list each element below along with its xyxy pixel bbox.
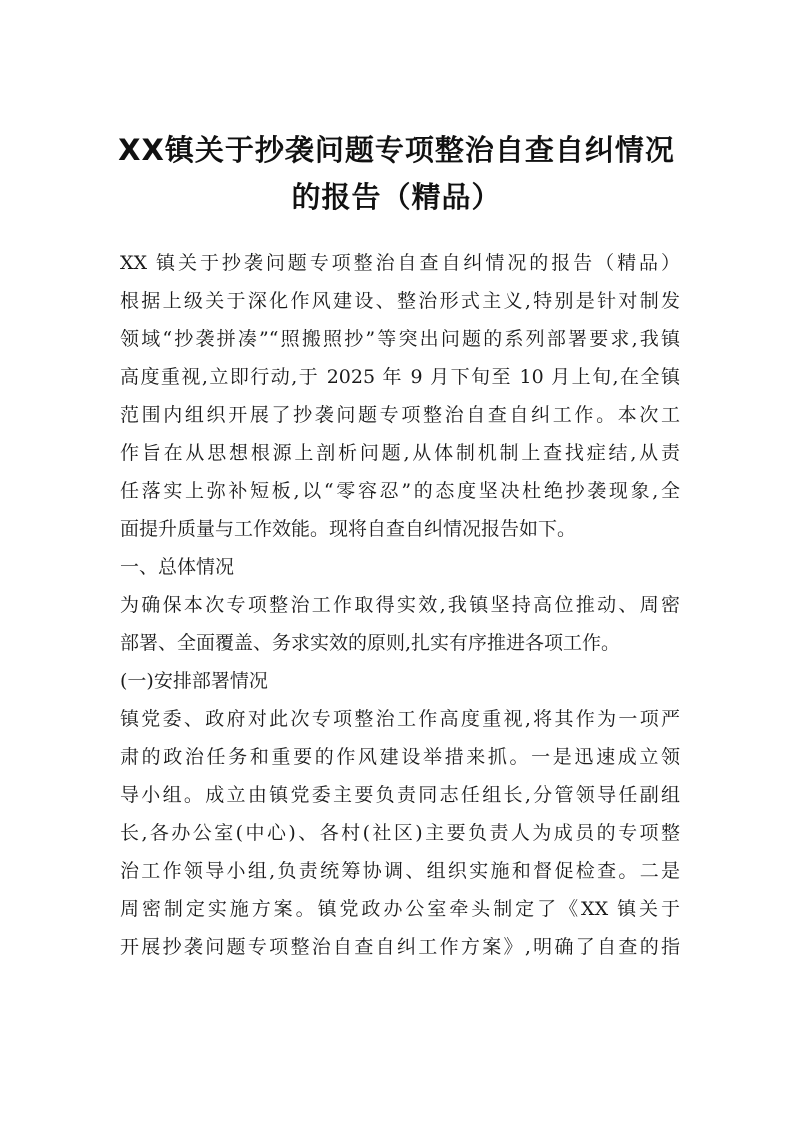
body-line: 范围内组织开展了抄袭问题专项整治自查自纠工作。本次工 (120, 404, 680, 426)
body-line-intro: XX 镇关于抄袭问题专项整治自查自纠情况的报告（精品） (120, 252, 680, 274)
body-line: 任落实上弥补短板,以“零容忍”的态度坚决杜绝抄袭现象,全 (120, 480, 680, 502)
subsection-heading-1: (一)安排部署情况 (120, 670, 268, 692)
body-line: 开展抄袭问题专项整治自查自纠工作方案》,明确了自查的指 (120, 936, 680, 958)
body-line: 肃的政治任务和重要的作风建设举措来抓。一是迅速成立领 (120, 746, 680, 768)
body-line: 根据上级关于深化作风建设、整治形式主义,特别是针对制发 (120, 290, 680, 312)
body-line: 面提升质量与工作效能。现将自查自纠情况报告如下。 (120, 518, 577, 540)
body-line: 部署、全面覆盖、务求实效的原则,扎实有序推进各项工作。 (120, 632, 621, 654)
body-line: 镇党委、政府对此次专项整治工作高度重视,将其作为一项严 (120, 708, 680, 730)
body-line: 为确保本次专项整治工作取得实效,我镇坚持高位推动、周密 (120, 594, 680, 616)
body-line: 长,各办公室(中心)、各村(社区)主要负责人为成员的专项整 (120, 822, 680, 844)
body-line: 作旨在从思想根源上剖析问题,从体制机制上查找症结,从责 (120, 442, 680, 464)
body-line: 周密制定实施方案。镇党政办公室牵头制定了《XX 镇关于 (120, 898, 680, 920)
document-title-line-1: XX镇关于抄袭问题专项整治自查自纠情况 (118, 133, 675, 167)
document-body (120, 244, 680, 966)
body-line: 导小组。成立由镇党委主要负责同志任组长,分管领导任副组 (120, 784, 680, 806)
body-line: 高度重视,立即行动,于 2025 年 9 月下旬至 10 月上旬,在全镇 (120, 366, 680, 388)
document-title-line-2: 的报告（精品） (291, 180, 502, 214)
body-line: 领域“抄袭拼凑”“照搬照抄”等突出问题的系列部署要求,我镇 (120, 328, 680, 350)
section-heading-1: 一、总体情况 (120, 556, 235, 578)
body-line: 治工作领导小组,负责统筹协调、组织实施和督促检查。二是 (120, 860, 680, 882)
